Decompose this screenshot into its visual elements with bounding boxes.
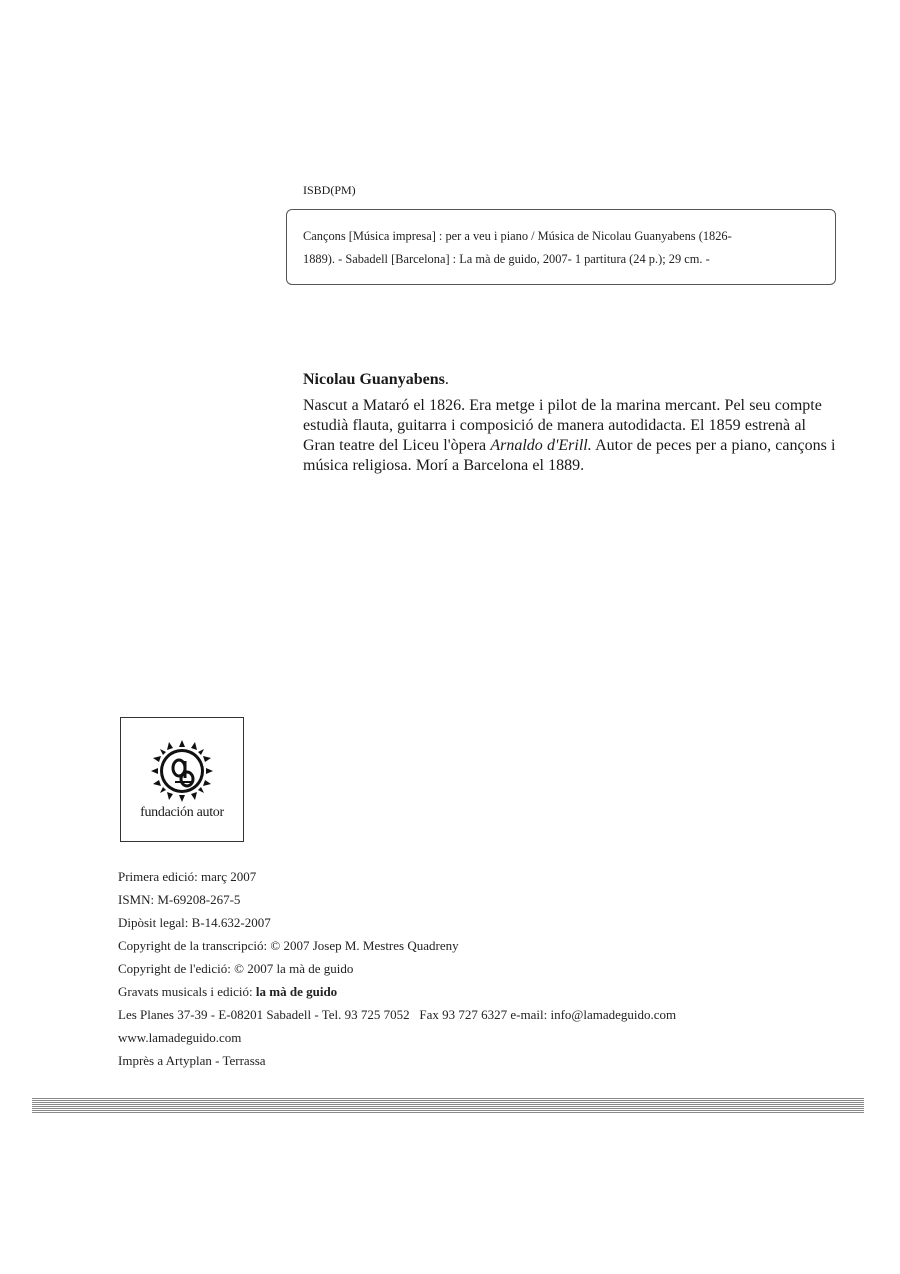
isbd-label: ISBD(PM): [303, 183, 356, 197]
biography-text-end: Autor de peces per a piano, cançons i música religiosa. Morí a Barcelona el 1889.: [303, 437, 836, 474]
website-line[interactable]: www.lamadeguido.com: [118, 1030, 242, 1045]
printer-line: Imprès a Artyplan - Terrassa: [118, 1053, 266, 1068]
legal-deposit-line: Dipòsit legal: B-14.632-2007: [118, 915, 271, 930]
biography-text-start: Nascut a Mataró el 1826. Era metge i pilot de la marina mercant. Pel seu compte estudià flauta, guitarra i composició de manera autodidacta. El 1859 estrenà al Gran teatre del Liceu l'òpera: [303, 397, 822, 454]
engraving-line: [118, 980, 676, 1003]
isbd-record-box: [286, 209, 836, 285]
footer-rule: [32, 1098, 864, 1114]
copyright-edition-line: Copyright de l'edició: © 2007 la mà de guido: [118, 961, 354, 976]
composer-name-period: .: [444, 371, 449, 388]
biography-text: [303, 396, 838, 476]
isbd-line-2: 1889). - Sabadell [Barcelona] : La mà de guido, 2007- 1 partitura (24 p.); 29 cm. -: [303, 252, 710, 266]
address-line: Les Planes 37-39 - E-08201 Sabadell - Tel. 93 725 7052 Fax 93 727 6327 e-mail: info@lamadeguido.com: [118, 1007, 677, 1022]
publisher-name: la mà de guido: [255, 984, 338, 999]
engraving-label: Gravats musicals i edició:: [118, 984, 256, 999]
fundacion-autor-logo: [120, 717, 244, 842]
opera-title: Arnaldo d'Erill.: [490, 437, 592, 454]
copyright-transcription-line: Copyright de la transcripció: © 2007 Josep M. Mestres Quadreny: [118, 938, 459, 953]
ismn-line: ISMN: M-69208-267-5: [118, 892, 241, 907]
sun-emblem-icon: [149, 738, 215, 804]
colophon: [118, 865, 676, 1072]
composer-biography: [303, 370, 838, 476]
composer-name-heading: [303, 370, 838, 390]
logo-caption: fundación autor: [140, 805, 224, 820]
composer-name: Nicolau Guanyabens: [303, 371, 445, 388]
isbd-line-1: Cançons [Música impresa] : per a veu i piano / Música de Nicolau Guanyabens (1826-: [303, 229, 732, 243]
edition-line: Primera edició: març 2007: [118, 869, 257, 884]
